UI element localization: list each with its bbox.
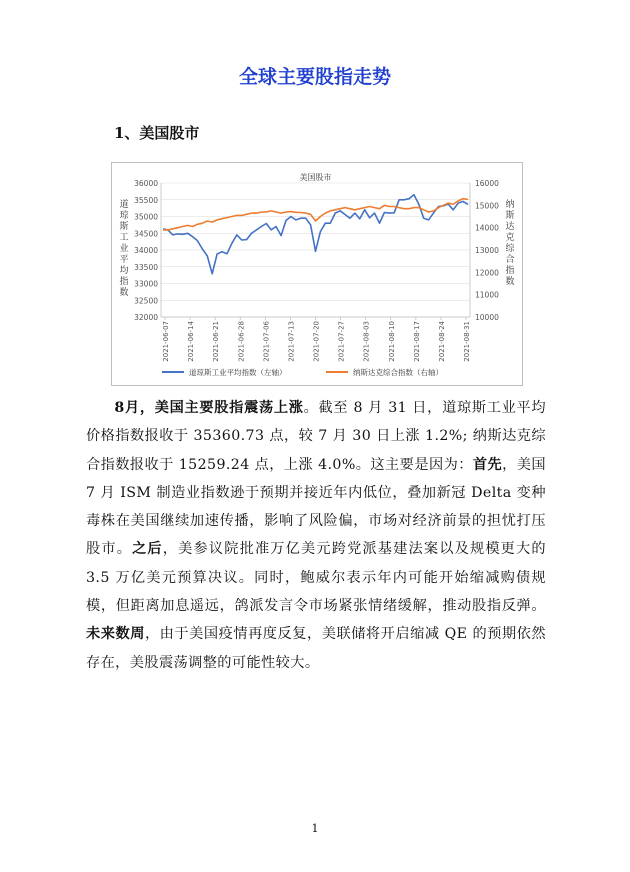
chart-title: 美国股市	[299, 173, 332, 182]
y-left-tick-label: 34500	[134, 229, 158, 239]
y-right-axis-title-char: 数	[505, 277, 515, 287]
y-right-tick-label: 16000	[475, 179, 499, 188]
chart-svg	[112, 163, 522, 385]
y-left-axis-title-char: 道	[119, 200, 129, 210]
y-right-axis-title-char: 克	[505, 233, 515, 243]
para-text-4: ，由于美国疫情再度反复，美联储将开启缩减 QE 的预期依然存在，美股震荡调整的可能性较大。	[86, 626, 546, 671]
y-left-tick-label: 32000	[134, 313, 158, 322]
dow-jones-series-line	[163, 195, 468, 274]
x-tick-label: 2021-08-17	[412, 321, 421, 362]
y-left-axis-title-char: 均	[119, 266, 129, 276]
x-tick-label: 2021-07-06	[262, 321, 271, 362]
para-then: 之后	[132, 541, 163, 558]
y-right-axis-title-char: 合	[505, 255, 515, 265]
page-title: 全球主要股指走势	[238, 66, 391, 88]
y-left-axis-title-char: 指	[119, 277, 129, 287]
body-paragraph	[86, 394, 546, 677]
x-tick-label: 2021-07-27	[337, 321, 346, 362]
y-left-axis-title-char: 工	[119, 233, 129, 243]
y-left-tick-label: 33000	[134, 279, 158, 289]
y-right-tick-label: 12000	[475, 268, 499, 278]
para-coming-weeks: 未来数周	[86, 626, 145, 643]
x-tick-label: 2021-06-21	[212, 321, 221, 362]
x-tick-label: 2021-07-20	[312, 321, 321, 362]
y-left-tick-label: 35500	[134, 195, 158, 205]
y-left-tick-label: 34000	[134, 246, 158, 255]
section-heading: 1、美国股市	[114, 124, 200, 142]
legend-label: 道琼斯工业平均指数（左轴）	[189, 368, 287, 377]
y-left-tick-label: 35000	[134, 212, 158, 222]
y-left-tick-label: 36000	[134, 179, 158, 188]
y-left-axis-title-char: 琼	[119, 211, 129, 221]
x-tick-label: 2021-08-24	[437, 321, 446, 362]
x-tick-label: 2021-08-03	[362, 321, 371, 362]
y-left-axis-title-char: 平	[119, 255, 129, 265]
para-first: 首先	[472, 456, 503, 473]
x-tick-label: 2021-07-13	[287, 321, 296, 362]
y-right-axis-title-char: 斯	[505, 211, 515, 221]
y-left-tick-label: 33500	[134, 262, 158, 272]
y-right-tick-label: 13000	[475, 246, 499, 255]
para-text-1: 。截至 8 月 31 日，道琼斯工业平均价格指数报收于 35360.73 点，较 7 月 30 日上涨 1.2%; 纳斯达克综合指数报收于 15259.24 点，上涨 4.0%。这主要是因为：	[86, 400, 546, 473]
y-right-axis-title-char: 综	[505, 244, 515, 254]
y-left-axis-title-char: 业	[119, 244, 129, 254]
y-right-tick-label: 10000	[475, 313, 499, 322]
legend-label: 纳斯达克综合指数（右轴）	[353, 368, 443, 377]
y-left-tick-label: 32500	[134, 296, 158, 306]
para-text-2: ，美国 7 月 ISM 制造业指数逊于预期并接近年内低位，叠加新冠 Delta 变种毒株在美国继续加速传播，影响了风险偏，市场对经济前景的担忧打压股市。	[86, 456, 546, 558]
para-text-3: ，美参议院批准万亿美元跨党派基建法案以及规模更大的 3.5 万亿美元预算决议。同时，鲍威尔表示年内可能开始缩减购债规模，但距离加息遥远，鸽派发言令市场紧张情绪缓解，推动股指反弹。	[86, 541, 546, 615]
x-tick-label: 2021-06-14	[187, 321, 196, 362]
x-tick-label: 2021-08-31	[463, 321, 471, 362]
y-right-axis-title-char: 纳	[505, 200, 515, 210]
y-right-tick-label: 11000	[475, 290, 499, 300]
x-tick-label: 2021-06-07	[162, 321, 170, 362]
y-left-axis-title-char: 斯	[119, 222, 129, 232]
para-lead: 8月，美国主要股指震荡上涨	[114, 400, 304, 416]
y-right-axis-title-char: 达	[505, 222, 515, 232]
page-number: 1	[311, 822, 319, 835]
y-right-axis-title-char: 指	[505, 266, 515, 276]
x-tick-label: 2021-06-28	[237, 321, 246, 362]
y-left-axis-title-char: 数	[119, 288, 129, 298]
x-tick-label: 2021-08-10	[387, 321, 396, 362]
y-right-tick-label: 14000	[475, 223, 499, 233]
us-stock-chart	[111, 162, 523, 386]
y-right-tick-label: 15000	[475, 201, 499, 211]
